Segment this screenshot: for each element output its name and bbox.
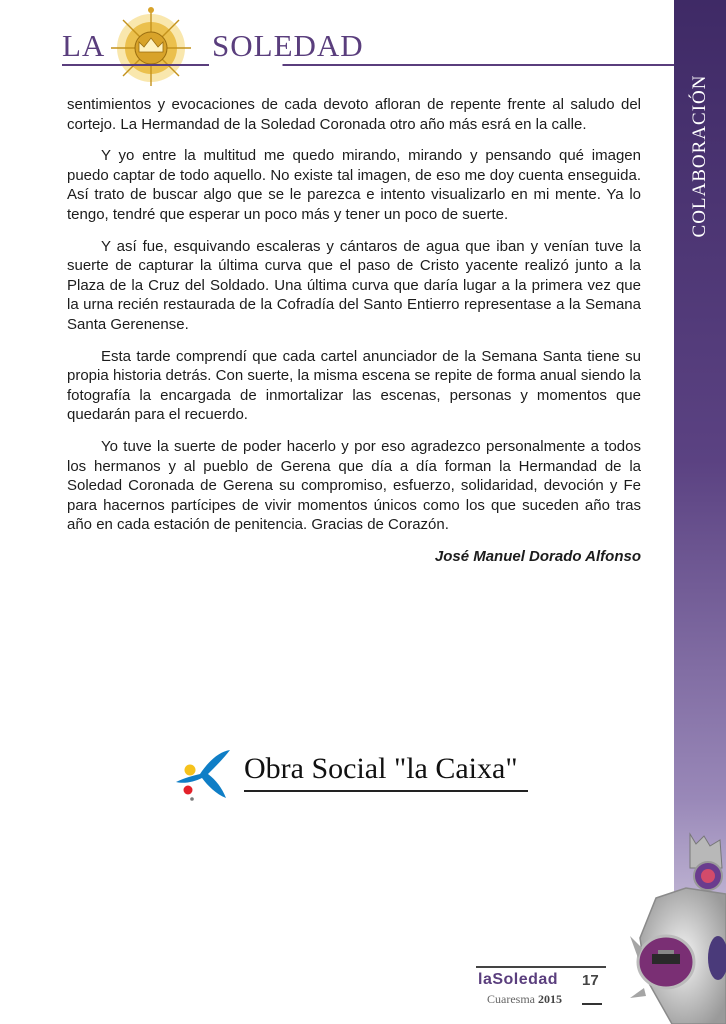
sponsor-text: Obra Social "la Caixa" — [244, 752, 518, 785]
section-label — [686, 66, 714, 246]
footer-year: 2015 — [537, 992, 562, 1006]
article-paragraph: Y yo entre la multitud me quedo mirando, mirando y pensando qué imagen puedo captar de todo aquello. No existe tal imagen, de eso me doy cuenta enseguida. Así trato de buscar algo que se le parezca e intento visualizarlo en mi mente. Ya lo tengo, tendré que esperar un poco más y tener un poco de suerte. — [67, 147, 641, 223]
page-number: 17 — [582, 972, 599, 989]
footer-brand: laSoledad — [478, 971, 559, 988]
footer-season-label: Cuaresma — [487, 992, 535, 1006]
masthead-rule — [62, 64, 674, 66]
footer-dash — [582, 1003, 602, 1005]
crown-halo-icon — [108, 4, 194, 86]
footer-rule — [476, 966, 606, 968]
article-paragraph: Yo tuve la suerte de poder hacerlo y por eso agradezco personalmente a todos los hermanos y al pueblo de Gerena que día a día forman la Hermandad de la Soledad Coronada de Gerena su compromiso, esfuerzo, solidaridad, devoción y Fe para hacernos partícipes de vivir momentos únicos como los que suceden año tras año en cada estación de penitencia. Gracias de Corazón. — [67, 437, 641, 534]
article-body — [67, 95, 641, 566]
masthead — [0, 0, 680, 80]
article-paragraph: Esta tarde comprendí que cada cartel anunciador de la Semana Santa tiene su propia historia detrás. Con suerte, la misma escena se repite de forma anual siendo la fotografía la encargada de inmortalizar las escenas, personas y momentos que quedarán para el recuerdo. — [67, 347, 641, 424]
sponsor-underline — [244, 790, 528, 792]
article-author: José Manuel Dorado Alfonso — [434, 547, 641, 565]
article-paragraph: Y así fue, esquivando escaleras y cántaros de agua que iban y venían tuve la suerte de capturar la última curva que el paso de Cristo yacente realizó junto a la Plaza de la Cruz del Soldado. Una última curva que daría lugar a la primera vez que la urna recién restaurada de la Cofradía del Santo Entierro representase a la Semana Santa Gerenense. — [67, 237, 641, 333]
sponsor-logo — [172, 744, 542, 804]
brotherhood-crest-icon — [626, 828, 726, 1024]
footer-season — [487, 992, 562, 1007]
article-paragraph: sentimientos y evocaciones de cada devoto afloran de repente frente al saludo del cortejo. La Hermandad de la Soledad Coronada otro año más esrá en la calle. — [67, 96, 641, 133]
section-label-text: COLABORACIÓN — [689, 74, 710, 238]
masthead-title-right: SOLEDAD — [212, 28, 364, 63]
la-caixa-star-icon — [172, 744, 238, 804]
masthead-title-left: LA — [62, 28, 106, 63]
